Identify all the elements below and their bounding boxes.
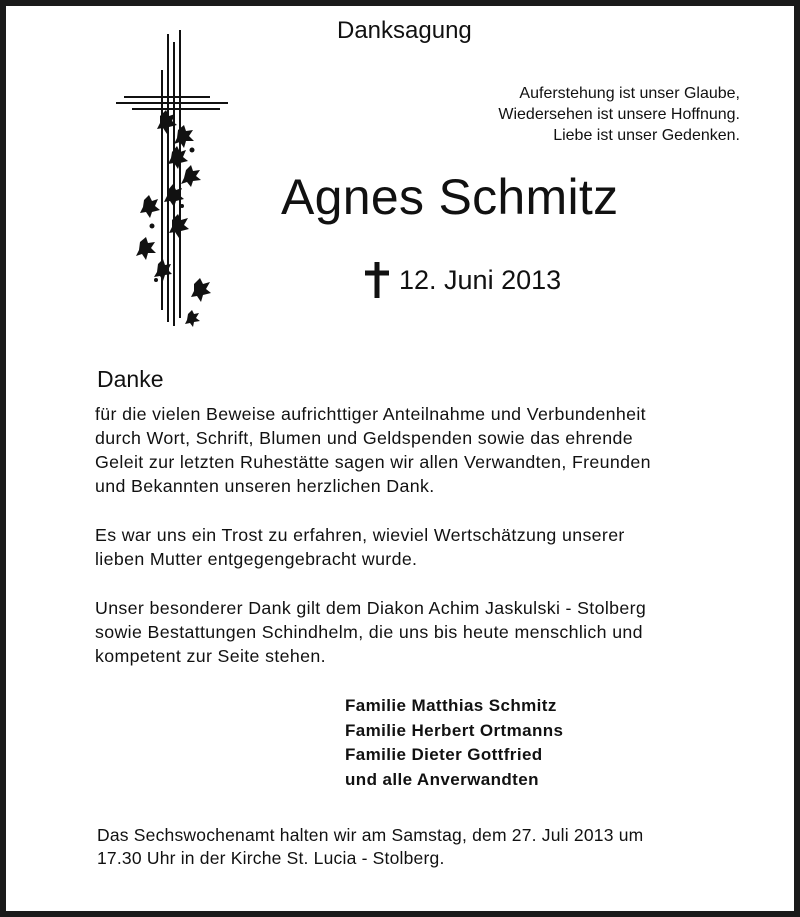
deceased-name: Agnes Schmitz: [281, 169, 619, 225]
text-line: für die vielen Beweise aufrichttiger Anteilnahme und Verbundenheit: [95, 404, 646, 424]
cross-with-ivy-icon: [112, 30, 232, 330]
death-date: 12. Juni 2013: [399, 264, 562, 295]
danke-heading: Danke: [97, 366, 164, 392]
text-line: sowie Bestattungen Schindhelm, die uns bis heute menschlich und: [95, 622, 643, 642]
text-line: durch Wort, Schrift, Blumen und Geldspenden sowie das ehrende: [95, 428, 633, 448]
motto-line: Auferstehung ist unser Glaube,: [519, 85, 740, 102]
motto: [498, 83, 740, 146]
family-name: und alle Anverwandten: [345, 769, 539, 789]
special-thanks-paragraph: [95, 596, 646, 668]
text-line: lieben Mutter entgegengebracht wurde.: [95, 549, 418, 569]
family-name: Familie Matthias Schmitz: [345, 696, 557, 715]
notice-heading: Danksagung: [337, 17, 472, 44]
comfort-paragraph: [95, 523, 625, 571]
cross-icon: [365, 262, 389, 298]
text-line: Unser besonderer Dank gilt dem Diakon Achim Jaskulski - Stolberg: [95, 598, 647, 618]
text-line: Das Sechswochenamt halten wir am Samstag, dem 27. Juli 2013 um: [97, 825, 644, 845]
text-line: Es war uns ein Trost zu erfahren, wieviel Wertschätzung unserer: [95, 525, 625, 545]
thanks-paragraph: [95, 402, 651, 498]
text-line: 17.30 Uhr in der Kirche St. Lucia - Stolberg.: [97, 848, 445, 868]
death-date-line: [365, 262, 561, 298]
family-signatures: [345, 694, 563, 792]
text-line: kompetent zur Seite stehen.: [95, 646, 326, 666]
family-name: Familie Herbert Ortmanns: [345, 720, 564, 740]
motto-line: Wiedersehen ist unsere Hoffnung.: [498, 106, 740, 123]
motto-line: Liebe ist unser Gedenken.: [553, 127, 740, 144]
family-name: Familie Dieter Gottfried: [345, 745, 543, 764]
memorial-service-note: [97, 824, 643, 870]
text-line: und Bekannten unseren herzlichen Dank.: [95, 476, 435, 496]
text-line: Geleit zur letzten Ruhestätte sagen wir allen Verwandten, Freunden: [95, 452, 651, 472]
